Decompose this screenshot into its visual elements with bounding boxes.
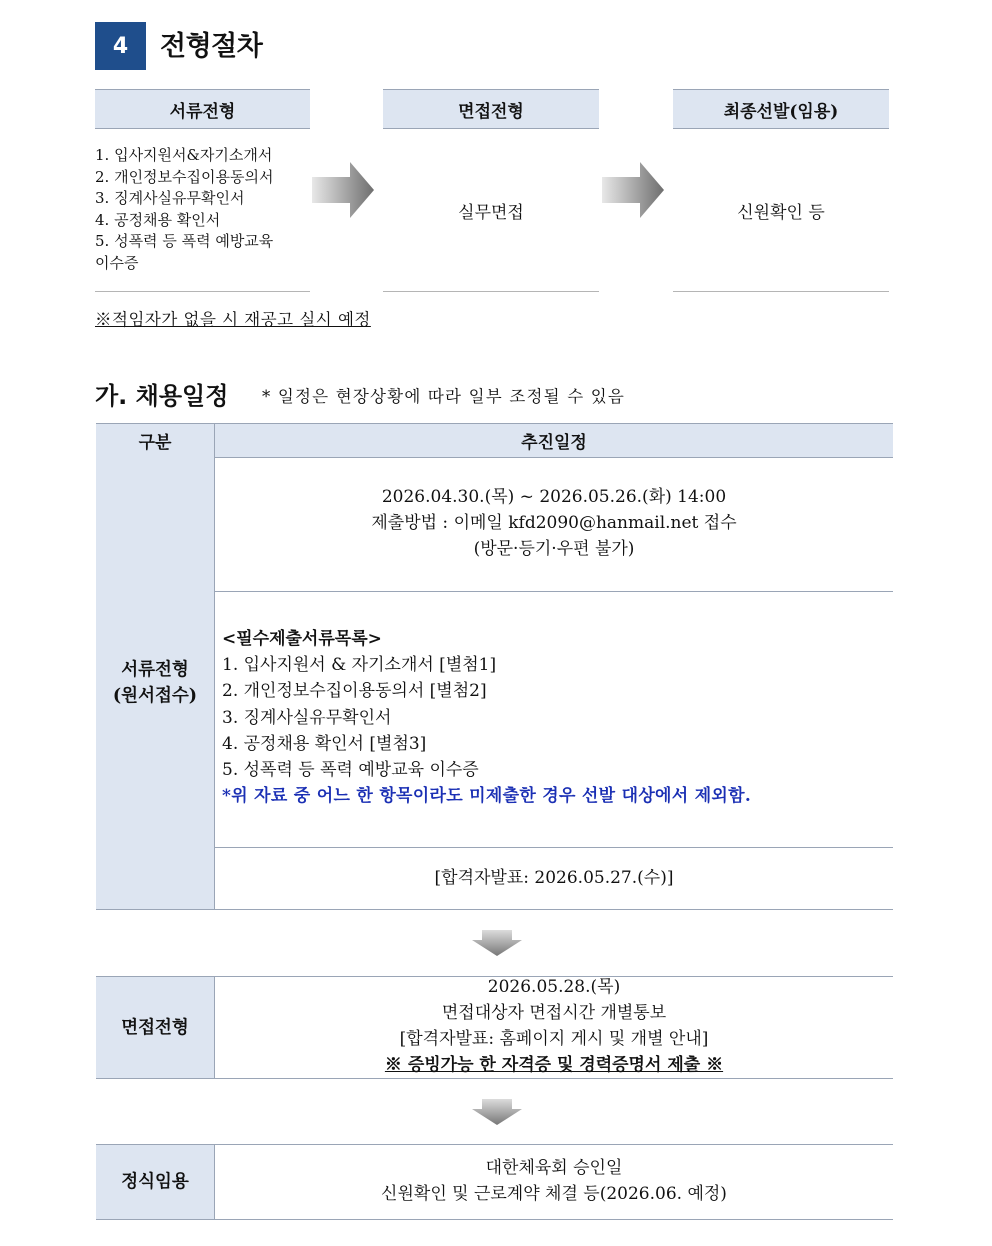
divider [215,847,893,848]
divider [96,909,893,910]
list-item: 3. 징계사실유무확인서 [222,707,392,728]
interview-notice: 면접대상자 면접시간 개별통보 [441,1003,667,1023]
docs-warning: *위 자료 중 어느 한 항목이라도 미제출한 경우 선발 대상에서 제외함. [222,786,752,807]
stage-3-title: 최종선발(임용) [673,89,889,129]
divider [96,1219,893,1220]
row-label-document [96,457,215,909]
stage-1-item: 3. 징계사실유무확인서 [95,189,245,207]
interview-submit-note: ※ 증빙가능 한 자격증 및 경력증명서 제출 ※ [384,1055,724,1075]
stage-1-item: 4. 공정채용 확인서 [95,210,221,229]
down-arrow-icon [472,1099,522,1125]
appointment-line: 신원확인 및 근로계약 체결 등(2026.06. 예정) [381,1184,727,1204]
document-period-block [215,484,893,562]
row-label-interview: 면접전형 [96,977,215,1078]
stage-1-item: 2. 개인정보수집이용동의서 [95,167,274,186]
interview-block [215,974,893,1078]
schedule-title: 가. 채용일정 [95,382,229,410]
list-item: 2. 개인정보수집이용동의서 [별첨2] [222,681,487,702]
list-item: 5. 성폭력 등 폭력 예방교육 이수증 [222,760,479,781]
list-item: 1. 입사지원서 & 자기소개서 [별첨1] [222,655,497,676]
document-restriction: (방문·등기·우편 불가) [473,539,635,559]
interview-announcement: [합격자발표: 홈페이지 게시 및 개별 안내] [399,1029,709,1049]
right-arrow-icon [600,160,670,220]
down-arrow-icon [472,930,522,956]
right-arrow-icon [310,160,380,220]
appointment-block [215,1155,893,1207]
document-method: 제출방법 : 이메일 kfd2090@hanmail.net 접수 [371,513,737,533]
section-title: 전형절차 [160,31,263,62]
table-header-category: 구분 [96,423,215,458]
list-item: 4. 공정채용 확인서 [별첨3] [222,733,427,754]
stage-1-item: 1. 입사지원서&자기소개서 [95,146,273,164]
required-docs-title: <필수제출서류목록> [222,629,382,649]
reannouncement-note: ※적임자가 없을 시 재공고 실시 예정 [95,310,371,329]
required-docs [222,626,751,809]
divider [215,591,893,592]
appointment-line: 대한체육회 승인일 [485,1158,623,1178]
stage-1-list [95,145,313,274]
stage-2-content: 실무면접 [383,129,599,292]
table-header-schedule: 추진일정 [215,423,893,458]
document-period: 2026.04.30.(목) ~ 2026.05.26.(화) 14:00 [381,487,727,507]
document-announcement: [합격자발표: 2026.05.27.(수)] [434,868,674,888]
stage-1-item: 5. 성폭력 등 폭력 예방교육 [95,232,274,250]
interview-date: 2026.05.28.(목) [487,977,621,997]
row-label-line: 서류전형 [121,660,189,680]
schedule-note: * 일정은 현장상황에 따라 일부 조정될 수 있음 [262,387,626,406]
stage-1-item: 이수증 [95,253,139,272]
divider [96,1144,893,1145]
stage-3-content: 신원확인 등 [673,129,889,292]
section-number-badge: 4 [95,22,146,70]
row-label-appointment: 정식임용 [96,1145,215,1219]
row-label-line: (원서접수) [112,686,198,706]
stage-1-title: 서류전형 [95,89,310,129]
stage-2-title: 면접전형 [383,89,599,129]
divider [96,1078,893,1079]
